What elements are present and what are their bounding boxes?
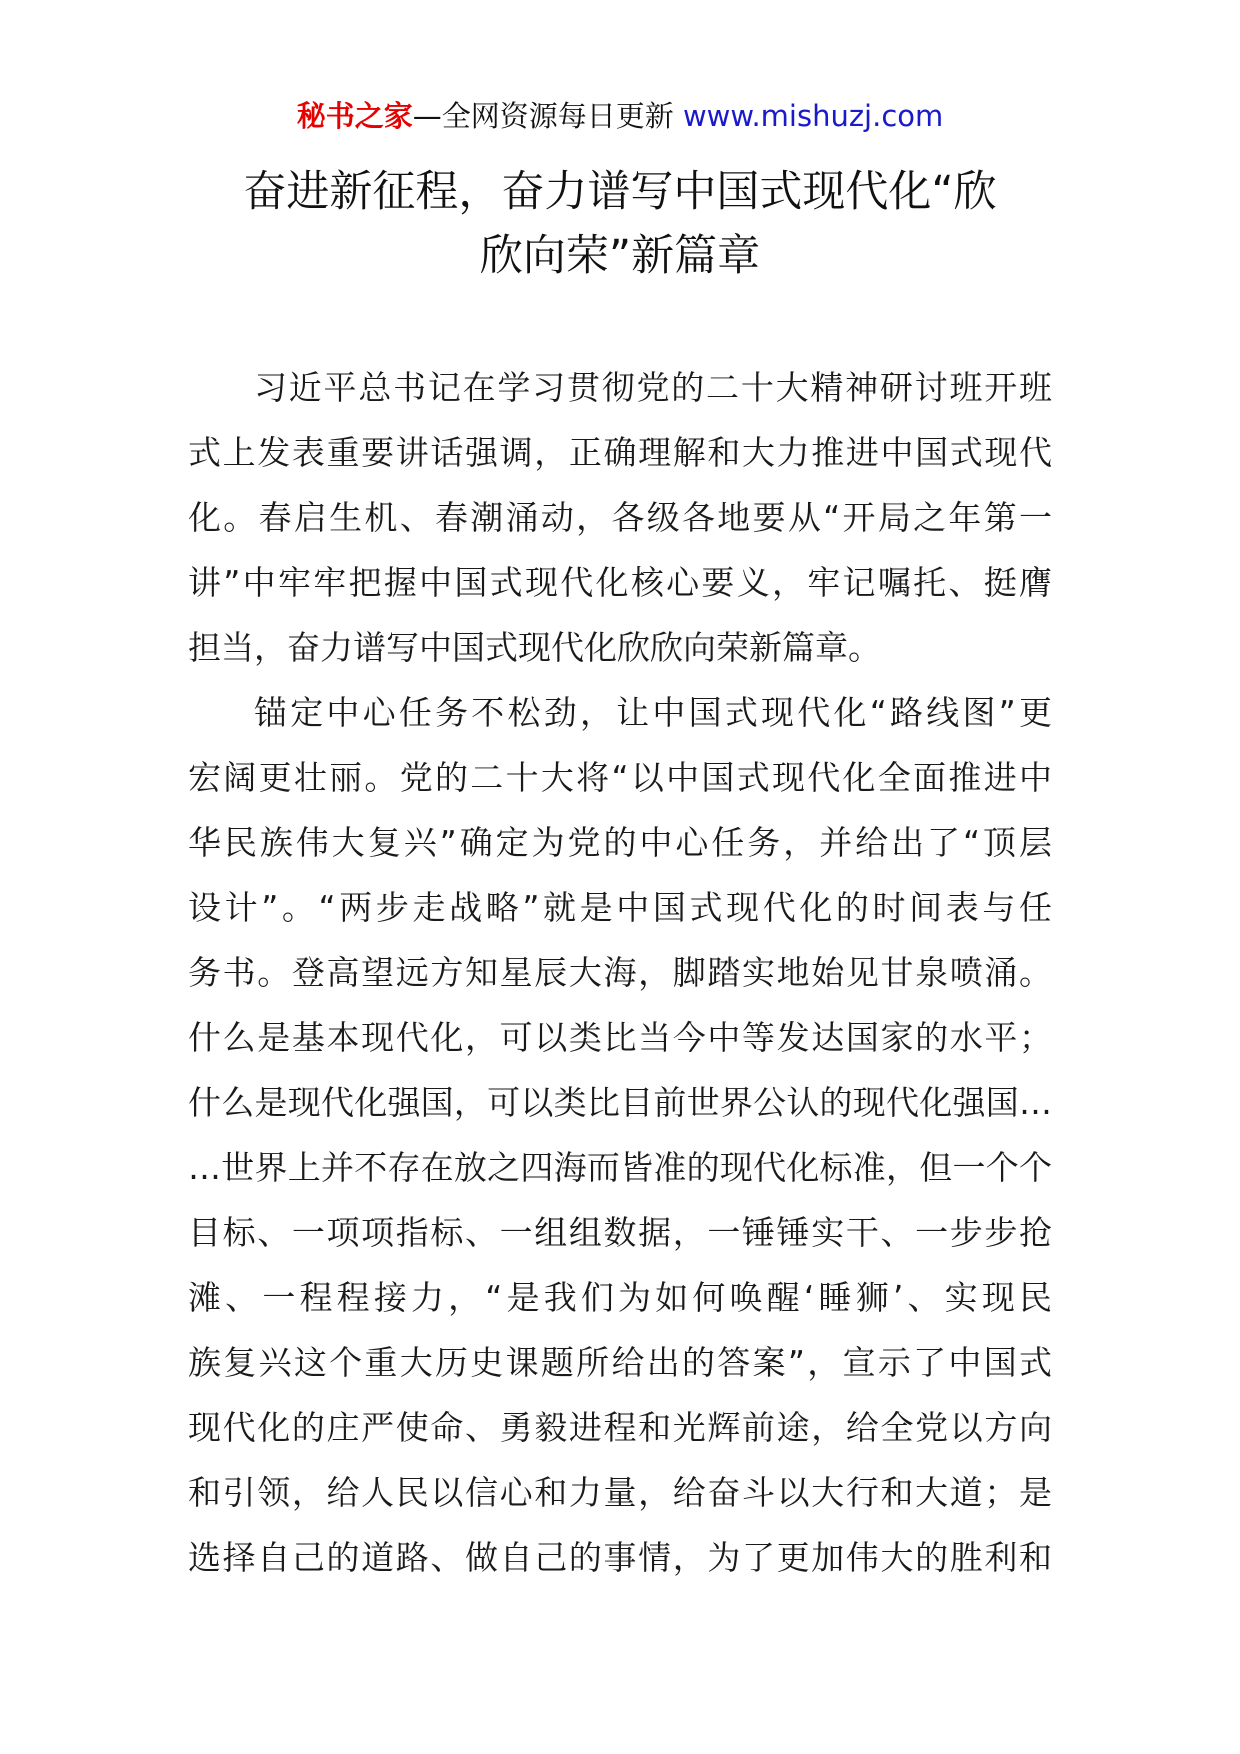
site-header [0, 96, 1240, 136]
text-line: 式上发表重要讲话强调，正确理解和大力推进中国式现代 [188, 433, 1052, 472]
header-tagline: 全网资源每日更新 [441, 99, 674, 133]
text-line: 现代化的庄严使命、勇毅进程和光辉前途，给全党以方向 [188, 1408, 1052, 1447]
document-body [188, 355, 1052, 1590]
text-line: 讲”中牢牢把握中国式现代化核心要义，牢记嘱托、挺膺 [188, 563, 1052, 602]
text-line: 习近平总书记在学习贯彻党的二十大精神研讨班开班 [254, 368, 1052, 407]
text-line: 目标、一项项指标、一组组数据，一锤锤实干、一步步抢 [188, 1213, 1052, 1252]
text-line: 族复兴这个重大历史课题所给出的答案”，宣示了中国式 [188, 1343, 1052, 1382]
text-line: 锚定中心任务不松劲，让中国式现代化“路线图”更 [254, 693, 1052, 732]
text-line: 担当，奋力谱写中国式现代化欣欣向荣新篇章。 [188, 628, 881, 667]
paragraph-2 [188, 680, 1052, 1590]
brand-name: 秘书之家 [296, 99, 413, 133]
text-line: 务书。登高望远方知星辰大海，脚踏实地始见甘泉喷涌。 [188, 953, 1052, 992]
text-line: 和引领，给人民以信心和力量，给奋斗以大行和大道；是 [188, 1473, 1052, 1512]
text-line: 宏阔更壮丽。党的二十大将“以中国式现代化全面推进中 [188, 758, 1052, 797]
text-line: 滩、一程程接力，“是我们为如何唤醒‘睡狮’、实现民 [188, 1278, 1052, 1317]
title-line-1: 奋进新征程，奋力谱写中国式现代化“欣 [243, 167, 997, 217]
text-line: 设计”。“两步走战略”就是中国式现代化的时间表与任 [188, 888, 1052, 927]
text-line: 什么是现代化强国，可以类比目前世界公认的现代化强国… [188, 1083, 1052, 1122]
text-line: 华民族伟大复兴”确定为党的中心任务，并给出了“顶层 [188, 823, 1052, 862]
text-line: 什么是基本现代化，可以类比当今中等发达国家的水平； [188, 1018, 1052, 1057]
text-line: 选择自己的道路、做自己的事情，为了更加伟大的胜利和 [188, 1538, 1052, 1577]
header-dash: — [412, 99, 442, 133]
title-line-2: 欣向荣”新篇章 [479, 231, 761, 281]
document-title [180, 160, 1060, 288]
text-line: …世界上并不存在放之四海而皆准的现代化标准，但一个个 [188, 1148, 1052, 1187]
paragraph-1 [188, 355, 1052, 680]
site-url-link[interactable]: www.mishuzj.com [682, 99, 944, 133]
text-line: 化。春启生机、春潮涌动，各级各地要从“开局之年第一 [188, 498, 1052, 537]
